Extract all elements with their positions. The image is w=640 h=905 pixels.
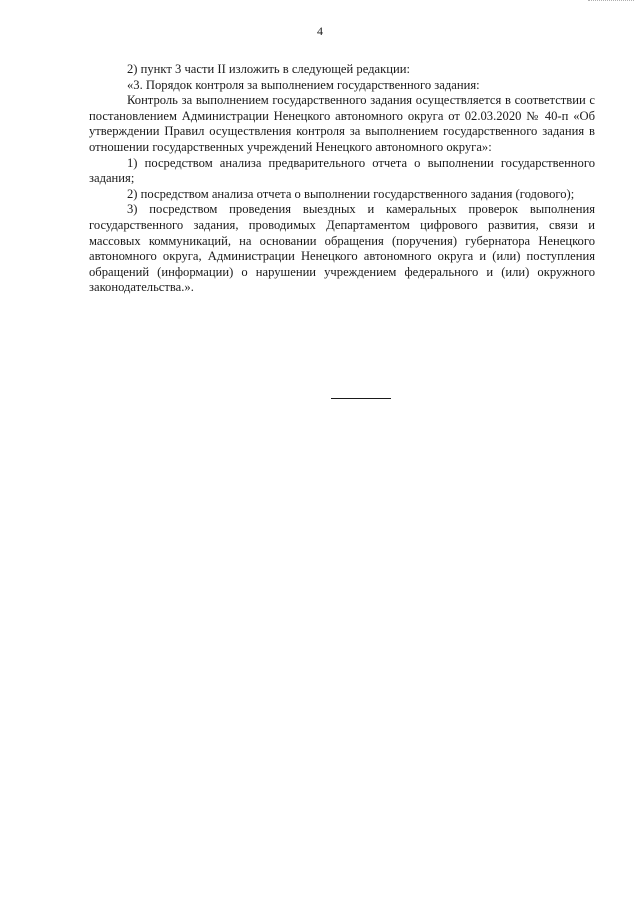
amendment-intro-paragraph: 2) пункт 3 части II изложить в следующей редакции:: [127, 62, 410, 76]
scan-artifact-line: [588, 0, 634, 1]
page-number: 4: [317, 24, 323, 38]
section-heading-paragraph: «3. Порядок контроля за выполнением государственного задания:: [127, 77, 480, 92]
list-item-2: 2) посредством анализа отчета о выполнении государственного задания (годового);: [127, 186, 575, 201]
list-item-3: 3) посредством проведения выездных и камеральных проверок выполнения государственного задания, проводимых Департаментом цифрового развития, связи и массовых коммуникаций, на основании обращения (поручения) губернатора Ненецкого автономного округа, Администрации Ненецкого автономного округа и (или) поступления обращений (информации) о нарушении учреждением федерального и (или) окружного законодательства.».: [89, 202, 595, 295]
control-basis-paragraph: Контроль за выполнением государственного задания осуществляется в соответствии с постановлением Администрации Ненецкого автономного округа от 02.03.2020 № 40-п «Об утверждении Правил осуществления контроля за выполнением государственного задания в отношении государственных учреждений Ненецкого автономного округа»:: [89, 93, 595, 154]
end-divider-line: [331, 398, 391, 399]
list-item-1: 1) посредством анализа предварительного отчета о выполнении государственного задания;: [89, 155, 595, 186]
document-body: [89, 62, 595, 296]
